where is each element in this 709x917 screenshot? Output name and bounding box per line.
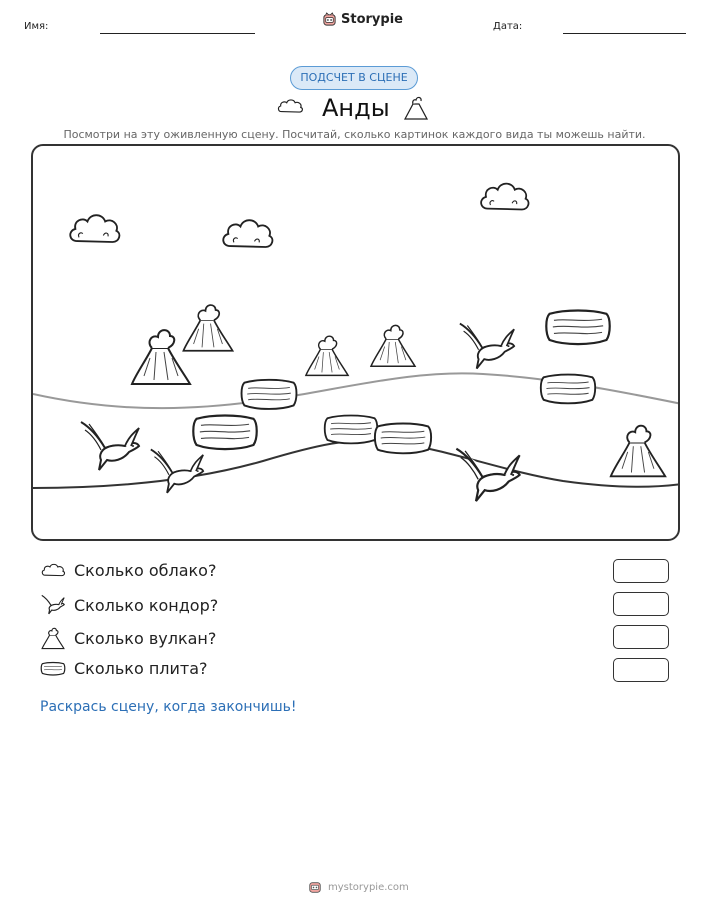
question-volcano <box>40 626 216 650</box>
stone-slab <box>238 377 300 413</box>
question-text: Сколько облако? <box>74 560 217 580</box>
volcano <box>607 420 669 480</box>
cloud <box>477 177 531 215</box>
condor <box>456 318 518 376</box>
counting-scene <box>31 144 680 541</box>
question-slab <box>40 659 208 678</box>
color-instruction: Раскрась сцену, когда закончишь! <box>40 699 297 715</box>
brand-name: Storypie <box>341 12 403 27</box>
answer-box-cloud[interactable] <box>613 559 669 583</box>
answer-box-slab[interactable] <box>613 658 669 682</box>
cloud-icon <box>40 560 66 580</box>
volcano <box>303 327 351 383</box>
date-line[interactable] <box>563 33 686 34</box>
answer-box-condor[interactable] <box>613 592 669 616</box>
question-text: Сколько кондор? <box>74 595 219 615</box>
cloud <box>66 208 122 248</box>
instructions: Посмотри на эту оживленную сцену. Посчитай, сколько картинок каждого вида ты можешь найти. <box>63 128 646 141</box>
activity-badge: ПОДСЧЕТ В СЦЕНЕ <box>290 66 418 90</box>
storypie-mascot-icon <box>322 12 337 27</box>
site-url[interactable]: mystorypie.com <box>328 881 409 893</box>
stone-slab <box>538 371 598 408</box>
question-condor <box>40 593 218 617</box>
site-footer <box>308 880 409 894</box>
cloud <box>219 213 275 253</box>
title-cloud-icon <box>276 96 304 116</box>
condor-icon <box>40 593 66 617</box>
volcano <box>368 319 418 371</box>
question-cloud <box>40 560 216 580</box>
stone-slab <box>372 420 434 458</box>
volcano <box>180 298 236 356</box>
name-label: Имя: <box>24 21 49 32</box>
answer-box-volcano[interactable] <box>613 625 669 649</box>
brand-logo <box>322 12 403 27</box>
condor <box>147 444 207 500</box>
storypie-mascot-icon <box>308 880 322 894</box>
slab-icon <box>40 660 66 678</box>
question-text: Сколько плита? <box>74 659 208 678</box>
title-volcano-icon <box>401 93 431 121</box>
stone-slab <box>543 307 613 349</box>
page-title: Анды <box>322 94 390 122</box>
condor <box>77 416 143 478</box>
volcano-icon <box>40 626 66 650</box>
question-text: Сколько вулкан? <box>74 628 217 648</box>
condor <box>452 442 524 510</box>
name-line[interactable] <box>100 33 255 34</box>
date-label: Дата: <box>493 21 523 32</box>
